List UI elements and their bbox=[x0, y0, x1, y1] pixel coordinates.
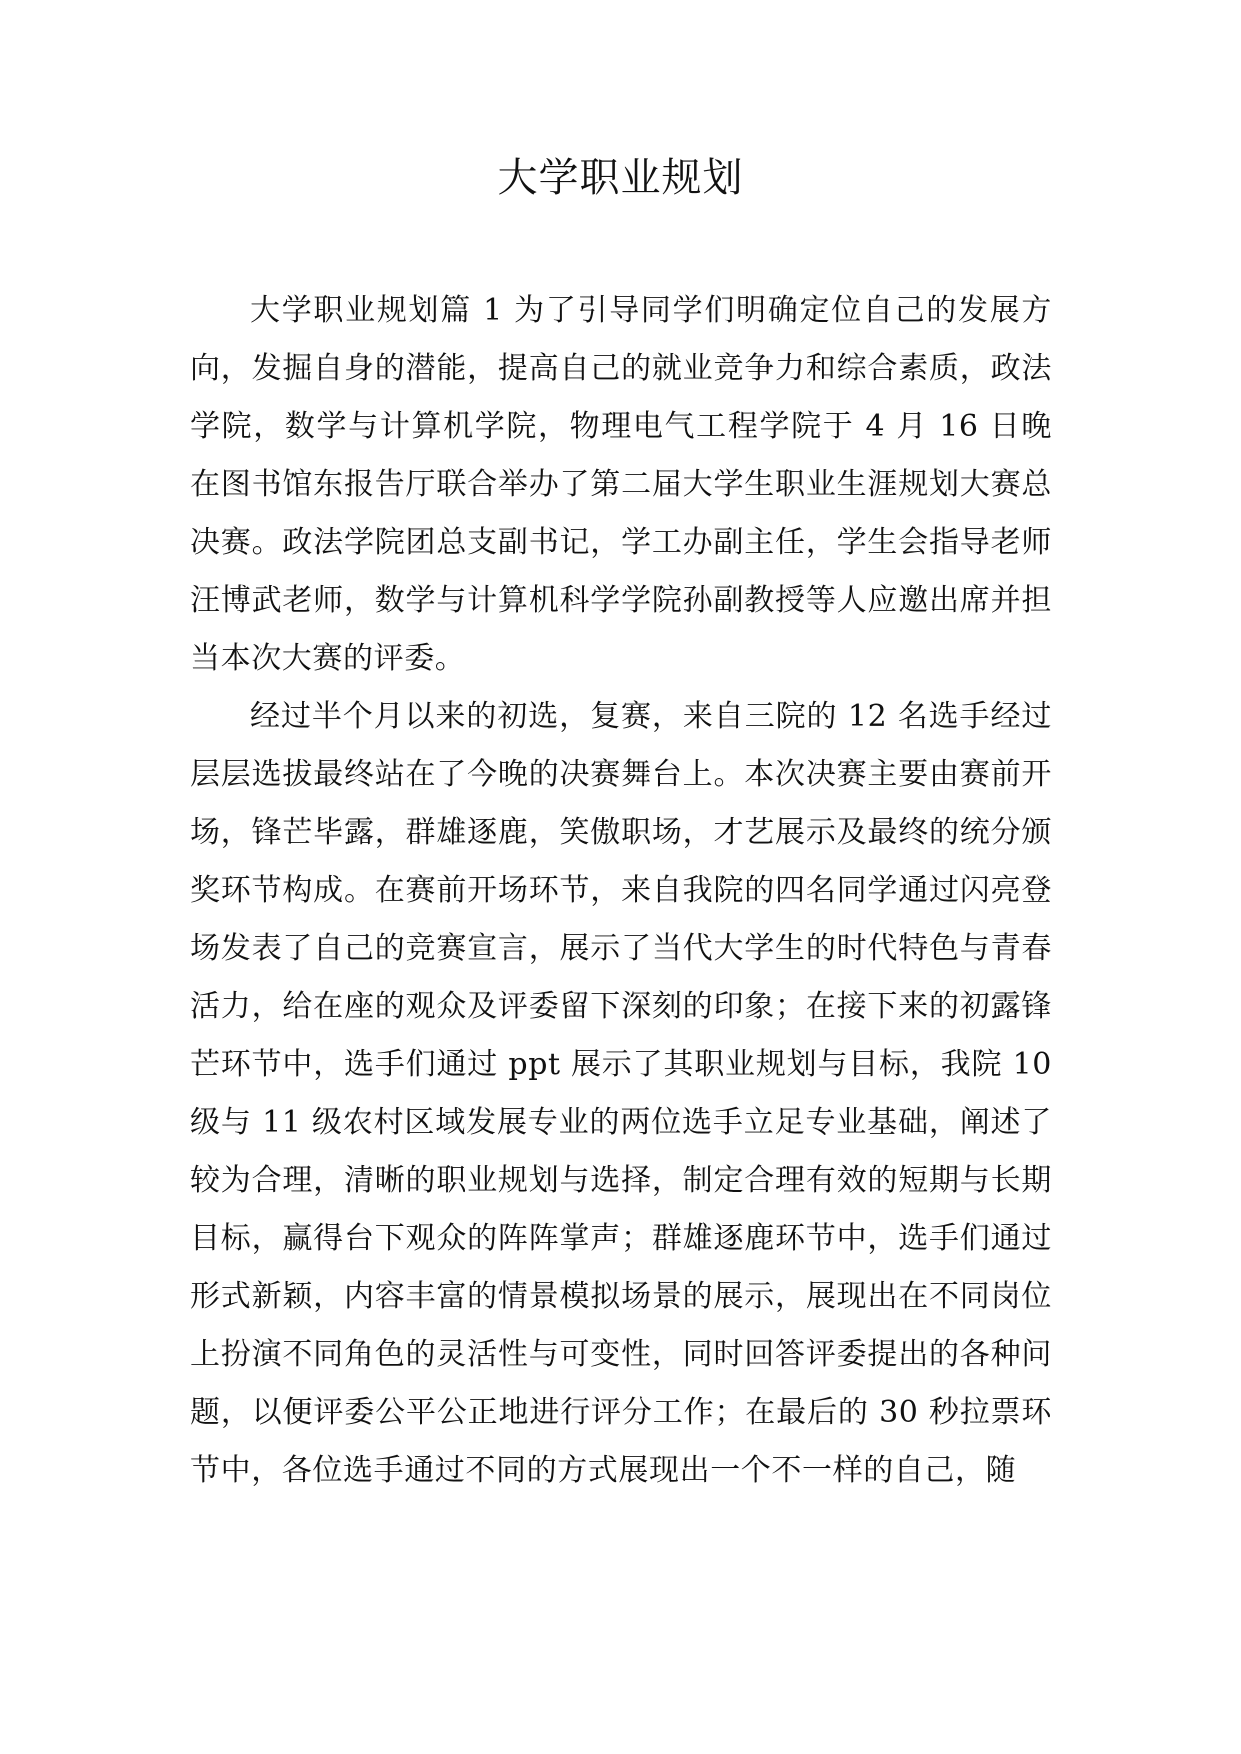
document-title: 大学职业规划 bbox=[497, 155, 744, 201]
paragraph-2: 经过半个月以来的初选，复赛，来自三院的 12 名选手经过层层选拔最终站在了今晚的决赛舞台上。本次决赛主要由赛前开场，锋芒毕露，群雄逐鹿，笑傲职场，才艺展示及最终的统分颁奖环节构成。在赛前开场环节，来自我院的四名同学通过闪亮登场发表了自己的竞赛宣言，展示了当代大学生的时代特色与青春活力，给在座的观众及评委留下深刻的印象；在接下来的初露锋芒环节中，选手们通过 ppt 展示了其职业规划与目标，我院 10 级与 11 级农村区域发展专业的两位选手立足专业基础，阐述了较为合理，清晰的职业规划与选择，制定合理有效的短期与长期目标，赢得台下观众的阵阵掌声；群雄逐鹿环节中，选手们通过形式新颖，内容丰富的情景模拟场景的展示，展现出在不同岗位上扮演不同角色的灵活性与可变性，同时回答评委提出的各种问题，以便评委公平公正地进行评分工作；在最后的 30 秒拉票环节中，各位选手通过不同的方式展现出一个不一样的自己，随 bbox=[190, 699, 1052, 1488]
paragraph-1: 大学职业规划篇 1 为了引导同学们明确定位自己的发展方向，发掘自身的潜能，提高自己的就业竞争力和综合素质，政法学院，数学与计算机学院，物理电气工程学院于 4 月 16 日晚在图书馆东报告厅联合举办了第二届大学生职业生涯规划大赛总决赛。政法学院团总支副书记，学工办副主任，学生会指导老师汪博武老师，数学与计算机科学学院孙副教授等人应邀出席并担当本次大赛的评委。 bbox=[190, 293, 1052, 676]
document-body bbox=[190, 282, 1052, 1500]
